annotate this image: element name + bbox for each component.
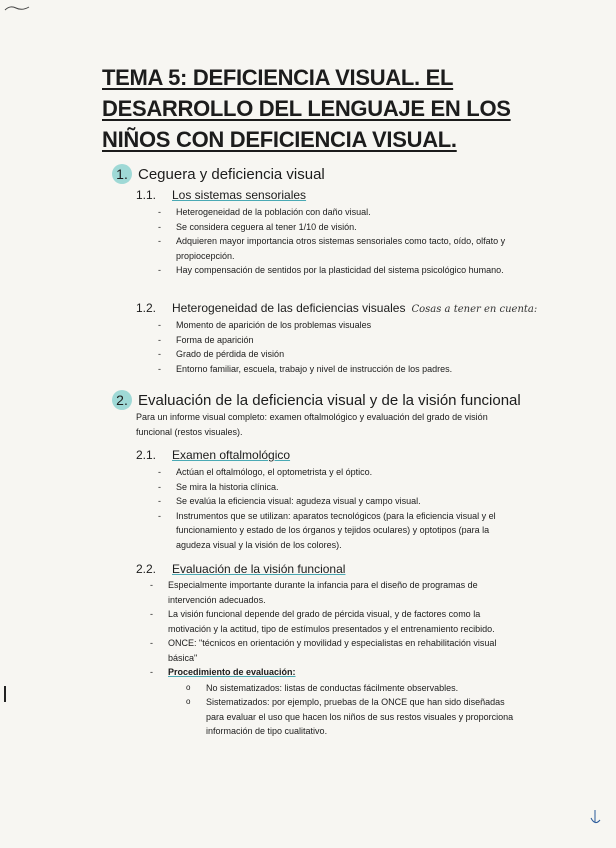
list-item: - ONCE: "técnicos en orientación y movilidad y especialistas en rehabilitación visual básica" (150, 636, 522, 665)
list-item: - La visión funcional depende del grado de pércida visual, y de factores como la motivación y la actitud, tipo de estímulos presentados y el entrenamiento recibido. (150, 607, 522, 636)
list-item: - Forma de aparición (158, 333, 518, 348)
list-item (150, 665, 522, 739)
section-2-label: Evaluación de la deficiencia visual y de la visión funcional (138, 391, 521, 409)
list-item: - Grado de pérdida de visión (158, 347, 518, 362)
subsection-number: 1.2. (136, 301, 157, 315)
subsection-label: Examen oftalmológico (172, 448, 291, 462)
list-item: o No sistematizados: listas de conductas fácilmente observables. (186, 681, 522, 696)
section-1-number: 1. (112, 164, 132, 184)
list-item: - Se considera ceguera al tener 1/10 de visión. (158, 220, 518, 235)
section-2-heading (112, 390, 521, 410)
list-item: - Se mira la historia clínica. (158, 480, 520, 495)
section-1-label: Ceguera y deficiencia visual (138, 165, 325, 183)
list-item: - Especialmente importante durante la infancia para el diseño de programas de intervención adecuados. (150, 578, 522, 607)
procedure-sublist (186, 681, 522, 739)
list-item: - Se evalúa la eficiencia visual: agudeza visual y campo visual. (158, 494, 520, 509)
handwritten-note: Cosas a tener en cuenta: (411, 304, 538, 315)
subsection-2-1-list (158, 465, 520, 552)
subsection-2-2-list (150, 578, 522, 739)
subsection-1-1-heading (136, 188, 306, 202)
subsection-number: 1.1. (136, 188, 157, 202)
subsection-label: Los sistemas sensoriales (172, 188, 307, 202)
corner-scribble (4, 4, 30, 12)
procedure-label: Procedimiento de evaluación: (168, 667, 296, 677)
section-1-heading (112, 164, 325, 184)
margin-mark (4, 686, 6, 702)
list-item: - Heterogeneidad de la población con daño visual. (158, 205, 518, 220)
subsection-2-1-heading (136, 448, 290, 462)
subsection-label: Heterogeneidad de las deficiencias visuales (172, 301, 406, 315)
subsection-number: 2.2. (136, 562, 157, 576)
list-item: - Momento de aparición de los problemas visuales (158, 318, 518, 333)
signature-scribble (588, 808, 602, 828)
subsection-1-2-heading (136, 301, 537, 315)
list-item: - Entorno familiar, escuela, trabajo y nivel de instrucción de los padres. (158, 362, 518, 377)
subsection-label: Evaluación de la visión funcional (172, 562, 346, 576)
list-item: o Sistematizados: por ejemplo, pruebas de la ONCE que han sido diseñadas para evaluar el uso que hacen los niños de sus restos visuales y proporciona información de tipo cualitativo. (186, 695, 522, 739)
section-2-intro: Para un informe visual completo: examen oftalmológico y evaluación del grado de visión funcional (restos visuales). (136, 412, 488, 437)
subsection-1-2-list (158, 318, 518, 376)
list-item: - Instrumentos que se utilizan: aparatos tecnológicos (para la eficiencia visual y el funcionamiento y estado de los órganos y tejidos oculares) y optotipos (para la agudeza visual y la visión de los colores). (158, 509, 520, 553)
subsection-number: 2.1. (136, 448, 157, 462)
list-item: - Actúan el oftalmólogo, el optometrista y el óptico. (158, 465, 520, 480)
list-item: - Adquieren mayor importancia otros sistemas sensoriales como tacto, oído, olfato y propiocepción. (158, 234, 518, 263)
section-2-number: 2. (112, 390, 132, 410)
subsection-1-1-list (158, 205, 518, 278)
list-item: - Hay compensación de sentidos por la plasticidad del sistema psicológico humano. (158, 263, 518, 278)
document-title: TEMA 5: DEFICIENCIA VISUAL. EL DESARROLLO DEL LENGUAJE EN LOS NIÑOS CON DEFICIENCIA VISUAL. (102, 65, 511, 152)
subsection-2-2-heading (136, 562, 345, 576)
